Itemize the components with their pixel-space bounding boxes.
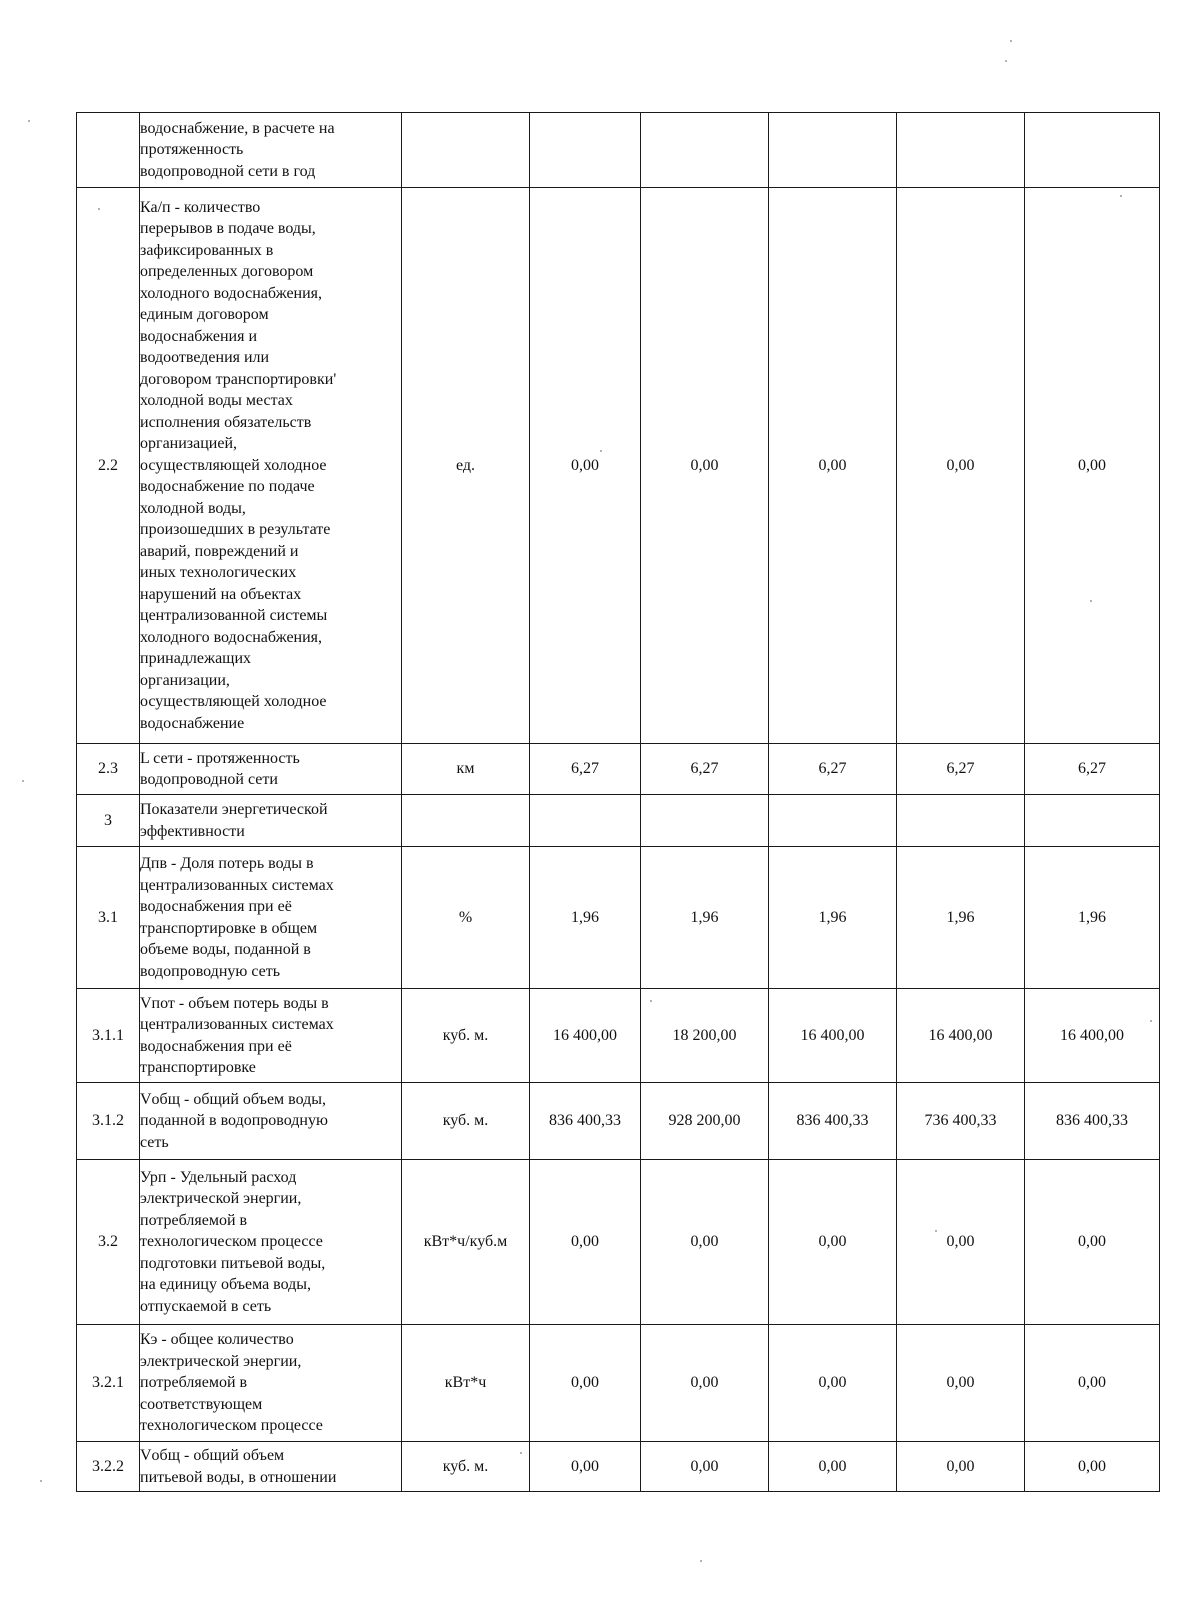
value-cell: 0,00 — [1025, 1160, 1160, 1325]
row-number: 3.2.1 — [77, 1325, 140, 1442]
value-cell: 0,00 — [530, 1325, 641, 1442]
table-row — [77, 1083, 1160, 1160]
value-cell: 0,00 — [769, 1442, 897, 1492]
row-number: 3.2 — [77, 1160, 140, 1325]
speck — [1010, 40, 1012, 42]
indicator-name: L сети - протяженность водопроводной сети — [140, 744, 402, 795]
value-cell — [769, 113, 897, 188]
value-cell: 0,00 — [530, 1442, 641, 1492]
value-cell: 1,96 — [530, 847, 641, 989]
value-cell: 0,00 — [769, 188, 897, 744]
table-row — [77, 847, 1160, 989]
value-cell: 0,00 — [641, 1160, 769, 1325]
indicator-name: Дпв - Доля потерь воды в централизованных системах водоснабжения при её транспортировке в общем объеме воды, поданной в водопроводную сеть — [140, 847, 402, 989]
table-body — [77, 113, 1160, 1492]
value-cell — [641, 795, 769, 847]
value-cell: 1,96 — [769, 847, 897, 989]
value-cell: 836 400,33 — [1025, 1083, 1160, 1160]
indicator-name: Кэ - общее количество электрической энергии, потребляемой в соответствующем технологическом процессе — [140, 1325, 402, 1442]
indicator-name: Vпот - объем потерь воды в централизованных системах водоснабжения при её транспортировке — [140, 989, 402, 1083]
row-number: 3.1.1 — [77, 989, 140, 1083]
unit-cell: км — [402, 744, 530, 795]
value-cell: 0,00 — [1025, 1442, 1160, 1492]
row-number — [77, 113, 140, 188]
unit-cell — [402, 795, 530, 847]
value-cell: 836 400,33 — [769, 1083, 897, 1160]
value-cell — [897, 113, 1025, 188]
speck — [22, 780, 24, 782]
row-number: 3.2.2 — [77, 1442, 140, 1492]
value-cell: 0,00 — [769, 1160, 897, 1325]
value-cell — [530, 113, 641, 188]
unit-cell: куб. м. — [402, 1442, 530, 1492]
value-cell — [1025, 795, 1160, 847]
table-row — [77, 1442, 1160, 1492]
table-row — [77, 744, 1160, 795]
value-cell: 0,00 — [1025, 1325, 1160, 1442]
value-cell: 0,00 — [897, 188, 1025, 744]
row-number: 3.1 — [77, 847, 140, 989]
indicator-name: Vобщ - общий объем воды, поданной в водопроводную сеть — [140, 1083, 402, 1160]
value-cell: 16 400,00 — [769, 989, 897, 1083]
value-cell: 0,00 — [897, 1442, 1025, 1492]
table-row — [77, 188, 1160, 744]
value-cell: 6,27 — [641, 744, 769, 795]
value-cell: 16 400,00 — [1025, 989, 1160, 1083]
unit-cell: ед. — [402, 188, 530, 744]
indicators-table — [76, 112, 1160, 1492]
table-row — [77, 1160, 1160, 1325]
table-row — [77, 113, 1160, 188]
indicator-name: водоснабжение, в расчете на протяженность водопроводной сети в год — [140, 113, 402, 188]
speck — [1005, 60, 1007, 62]
unit-cell — [402, 113, 530, 188]
table-row — [77, 989, 1160, 1083]
row-number: 2.2 — [77, 188, 140, 744]
unit-cell: кВт*ч — [402, 1325, 530, 1442]
row-number: 3 — [77, 795, 140, 847]
indicator-name: Vобщ - общий объем питьевой воды, в отношении — [140, 1442, 402, 1492]
unit-cell: кВт*ч/куб.м — [402, 1160, 530, 1325]
table-row — [77, 795, 1160, 847]
value-cell: 0,00 — [530, 188, 641, 744]
unit-cell: куб. м. — [402, 1083, 530, 1160]
table-row — [77, 1325, 1160, 1442]
value-cell: 928 200,00 — [641, 1083, 769, 1160]
value-cell: 0,00 — [641, 188, 769, 744]
value-cell: 0,00 — [1025, 188, 1160, 744]
value-cell: 0,00 — [641, 1325, 769, 1442]
value-cell: 0,00 — [897, 1325, 1025, 1442]
value-cell: 1,96 — [641, 847, 769, 989]
row-number: 2.3 — [77, 744, 140, 795]
value-cell: 18 200,00 — [641, 989, 769, 1083]
value-cell — [769, 795, 897, 847]
value-cell: 1,96 — [897, 847, 1025, 989]
value-cell — [1025, 113, 1160, 188]
speck — [28, 120, 30, 122]
value-cell: 16 400,00 — [897, 989, 1025, 1083]
value-cell: 0,00 — [769, 1325, 897, 1442]
value-cell: 836 400,33 — [530, 1083, 641, 1160]
value-cell: 6,27 — [530, 744, 641, 795]
row-number: 3.1.2 — [77, 1083, 140, 1160]
value-cell: 0,00 — [897, 1160, 1025, 1325]
indicator-name: Показатели энергетической эффективности — [140, 795, 402, 847]
unit-cell: куб. м. — [402, 989, 530, 1083]
value-cell: 6,27 — [897, 744, 1025, 795]
value-cell: 16 400,00 — [530, 989, 641, 1083]
unit-cell: % — [402, 847, 530, 989]
speck — [700, 1560, 702, 1562]
value-cell: 6,27 — [769, 744, 897, 795]
value-cell: 0,00 — [530, 1160, 641, 1325]
value-cell — [897, 795, 1025, 847]
value-cell — [530, 795, 641, 847]
value-cell: 1,96 — [1025, 847, 1160, 989]
value-cell — [641, 113, 769, 188]
value-cell: 6,27 — [1025, 744, 1160, 795]
indicator-name: Ка/п - количество перерывов в подаче воды, зафиксированных в определенных договором холодного водоснабжения, единым договором водоснабжения и водоотведения или договором транспортировки' холодной воды местах исполнения обязательств организацией, осуществляющей холодное водоснабжение по подаче холодной воды, произошедших в результате аварий, повреждений и иных технологических нарушений на объектах централизованной системы холодного водоснабжения, принадлежащих организации, осуществляющей холодное водоснабжение — [140, 188, 402, 744]
value-cell: 0,00 — [641, 1442, 769, 1492]
indicator-name: Урп - Удельный расход электрической энергии, потребляемой в технологическом процессе подготовки питьевой воды, на единицу объема воды, отпускаемой в сеть — [140, 1160, 402, 1325]
speck — [40, 1480, 42, 1482]
value-cell: 736 400,33 — [897, 1083, 1025, 1160]
